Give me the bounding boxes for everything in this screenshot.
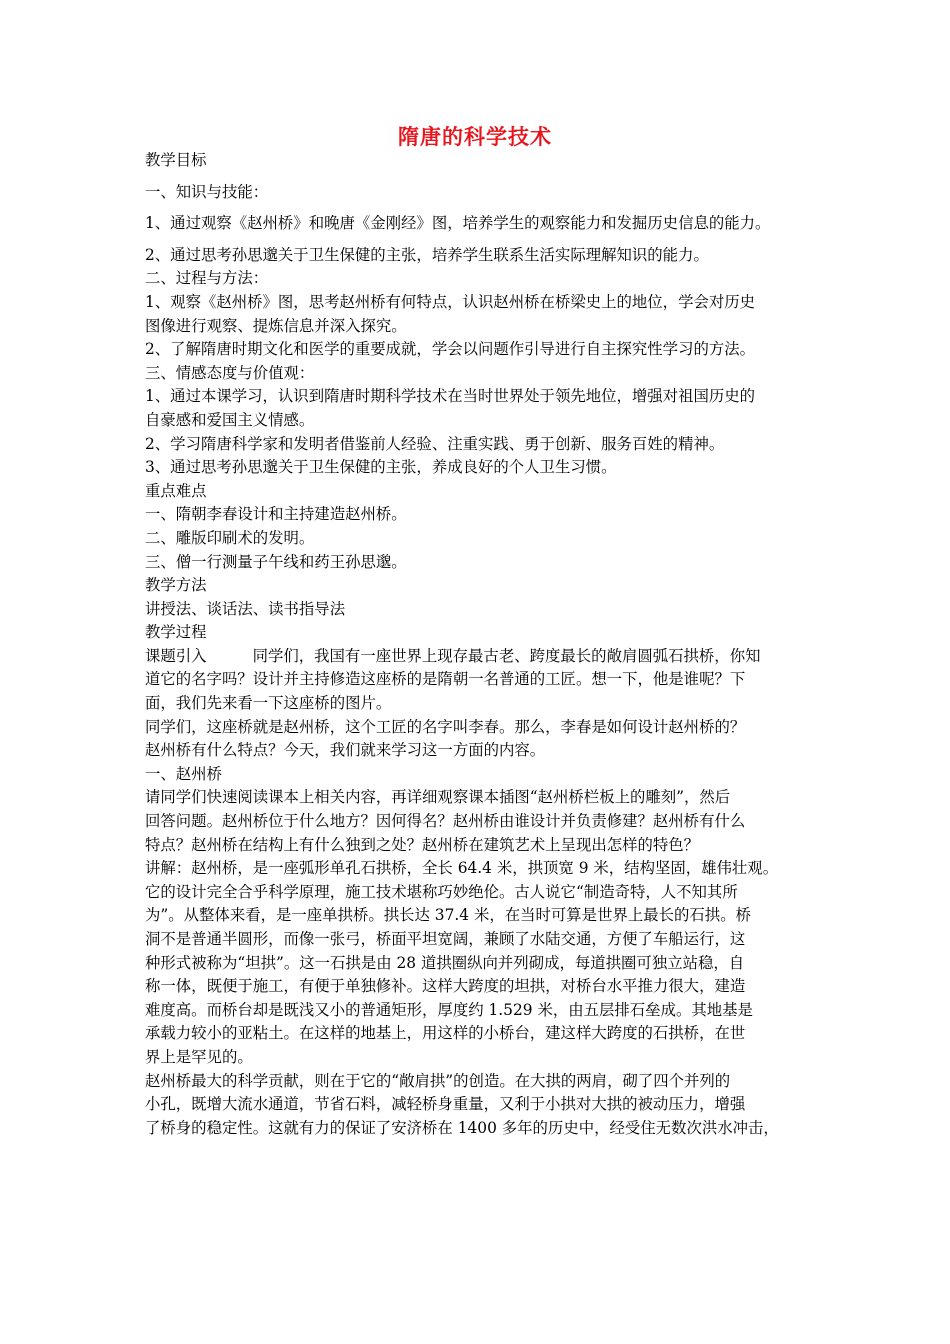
paragraph-line: 道它的名字吗？设计并主持修造这座桥的是隋朝一名普通的工匠。想一下，他是谁呢？下	[145, 670, 746, 689]
teaching-process-heading: 教学过程	[145, 623, 207, 642]
paragraph-line: 1、通过本课学习，认识到隋唐时期科学技术在当时世界处于领先地位，增强对祖国历史的	[145, 387, 756, 406]
attitude-heading: 三、情感态度与价值观：	[145, 363, 315, 382]
paragraph-line: 赵州桥最大的科学贡献，则在于它的“敞肩拱”的创造。在大拱的两肩，砌了四个并列的	[145, 1071, 731, 1090]
paragraph-line: 赵州桥有什么特点？今天，我们就来学习这一方面的内容。	[145, 741, 546, 760]
list-item: 一、隋朝李春设计和主持建造赵州桥。	[145, 505, 407, 524]
section-heading: 一、赵州桥	[145, 764, 222, 783]
paragraph-line: 承载力较小的亚粘土。在这样的地基上，用这样的小桥台，建这样大跨度的石拱桥，在世	[145, 1024, 746, 1043]
document-title: 隋唐的科学技术	[398, 125, 552, 149]
knowledge-heading: 一、知识与技能：	[145, 182, 269, 201]
process-method-heading: 二、过程与方法：	[145, 269, 269, 288]
list-item: 三、僧一行测量子午线和药王孙思邈。	[145, 552, 407, 571]
paragraph-line: 3、通过思考孙思邈关于卫生保健的主张，养成良好的个人卫生习惯。	[145, 458, 617, 477]
key-points-heading: 重点难点	[145, 481, 207, 500]
paragraph-line: 洞不是普通半圆形，而像一张弓，桥面平坦宽阔，兼顾了水陆交通，方便了车船运行，这	[145, 930, 746, 948]
methods-text: 讲授法、谈话法、读书指导法	[145, 599, 346, 618]
paragraph-line: 2、了解隋唐时期文化和医学的重要成就，学会以问题作引导进行自主探究性学习的方法。	[145, 340, 756, 359]
paragraph-line: 自豪感和爱国主义情感。	[145, 410, 315, 429]
paragraph-line: 回答问题。赵州桥位于什么地方？因何得名？赵州桥由谁设计并负责修建？赵州桥有什么	[145, 812, 746, 831]
paragraph-line: 2、学习隋唐科学家和发明者借鉴前人经验、注重实践、勇于创新、服务百姓的精神。	[145, 434, 725, 453]
paragraph-line: 它的设计完全合乎科学原理，施工技术堪称巧妙绝伦。古人说它“制造奇特，人不知其所	[145, 882, 738, 901]
paragraph-line: 称一体，既便于施工，有便于单独修补。这样大跨度的坦拱，对桥台水平推力很大，建造	[145, 977, 746, 996]
paragraph-line: 面，我们先来看一下这座桥的图片。	[145, 694, 392, 713]
methods-heading: 教学方法	[145, 576, 207, 595]
paragraph-line: 界上是罕见的。	[145, 1047, 253, 1066]
intro-label: 课题引入	[145, 646, 207, 665]
paragraph-line: 同学们，这座桥就是赵州桥，这个工匠的名字叫李春。那么，李春是如何设计赵州桥的？	[145, 717, 746, 736]
paragraph-line: 种形式被称为“坦拱”。这一石拱是由 28 道拱圈纵向并列砌成，每道拱圈可独立站稳，自	[145, 953, 745, 972]
paragraph-line: 特点？赵州桥在结构上有什么独到之处？赵州桥在建筑艺术上呈现出怎样的特色？	[145, 835, 700, 854]
goals-heading: 教学目标	[145, 151, 207, 169]
intro-text: 同学们，我国有一座世界上现存最古老、跨度最长的敞肩圆弧石拱桥，你知	[252, 646, 761, 665]
intro-line	[145, 645, 835, 669]
paragraph-line: 请同学们快速阅读课本上相关内容，再详细观察课本插图“赵州桥栏板上的雕刻”，然后	[145, 788, 731, 807]
paragraph-line: 图像进行观察、提炼信息并深入探究。	[145, 316, 407, 335]
document-body	[145, 149, 835, 1140]
paragraph-line: 小孔，既增大流水通道，节省石料，减轻桥身重量，又利于小拱对大拱的被动压力，增强	[145, 1095, 746, 1114]
paragraph-line: 讲解：赵州桥，是一座弧形单孔石拱桥，全长 64.4 米，拱顶宽 9 米，结构坚固，雄伟壮观。	[145, 859, 779, 878]
paragraph-line: 难度高。而桥台却是既浅又小的普通矩形，厚度约 1.529 米，由五层排石垒成。其地基是	[145, 1000, 753, 1019]
paragraph-line: 1、通过观察《赵州桥》和晚唐《金刚经》图，培养学生的观察能力和发掘历史信息的能力。	[145, 214, 771, 233]
list-item: 二、雕版印刷术的发明。	[145, 528, 315, 547]
paragraph-line: 1、观察《赵州桥》图，思考赵州桥有何特点，认识赵州桥在桥梁史上的地位，学会对历史	[145, 292, 756, 311]
paragraph-line: 为”。从整体来看，是一座单拱桥。拱长达 37.4 米，在当时可算是世界上最长的石拱。桥	[145, 906, 751, 925]
paragraph-line: 2、通过思考孙思邈关于卫生保健的主张，培养学生联系生活实际理解知识的能力。	[145, 245, 709, 264]
paragraph-line: 了桥身的稳定性。这就有力的保证了安济桥在 1400 多年的历史中，经受住无数次洪水冲击，	[145, 1118, 779, 1137]
